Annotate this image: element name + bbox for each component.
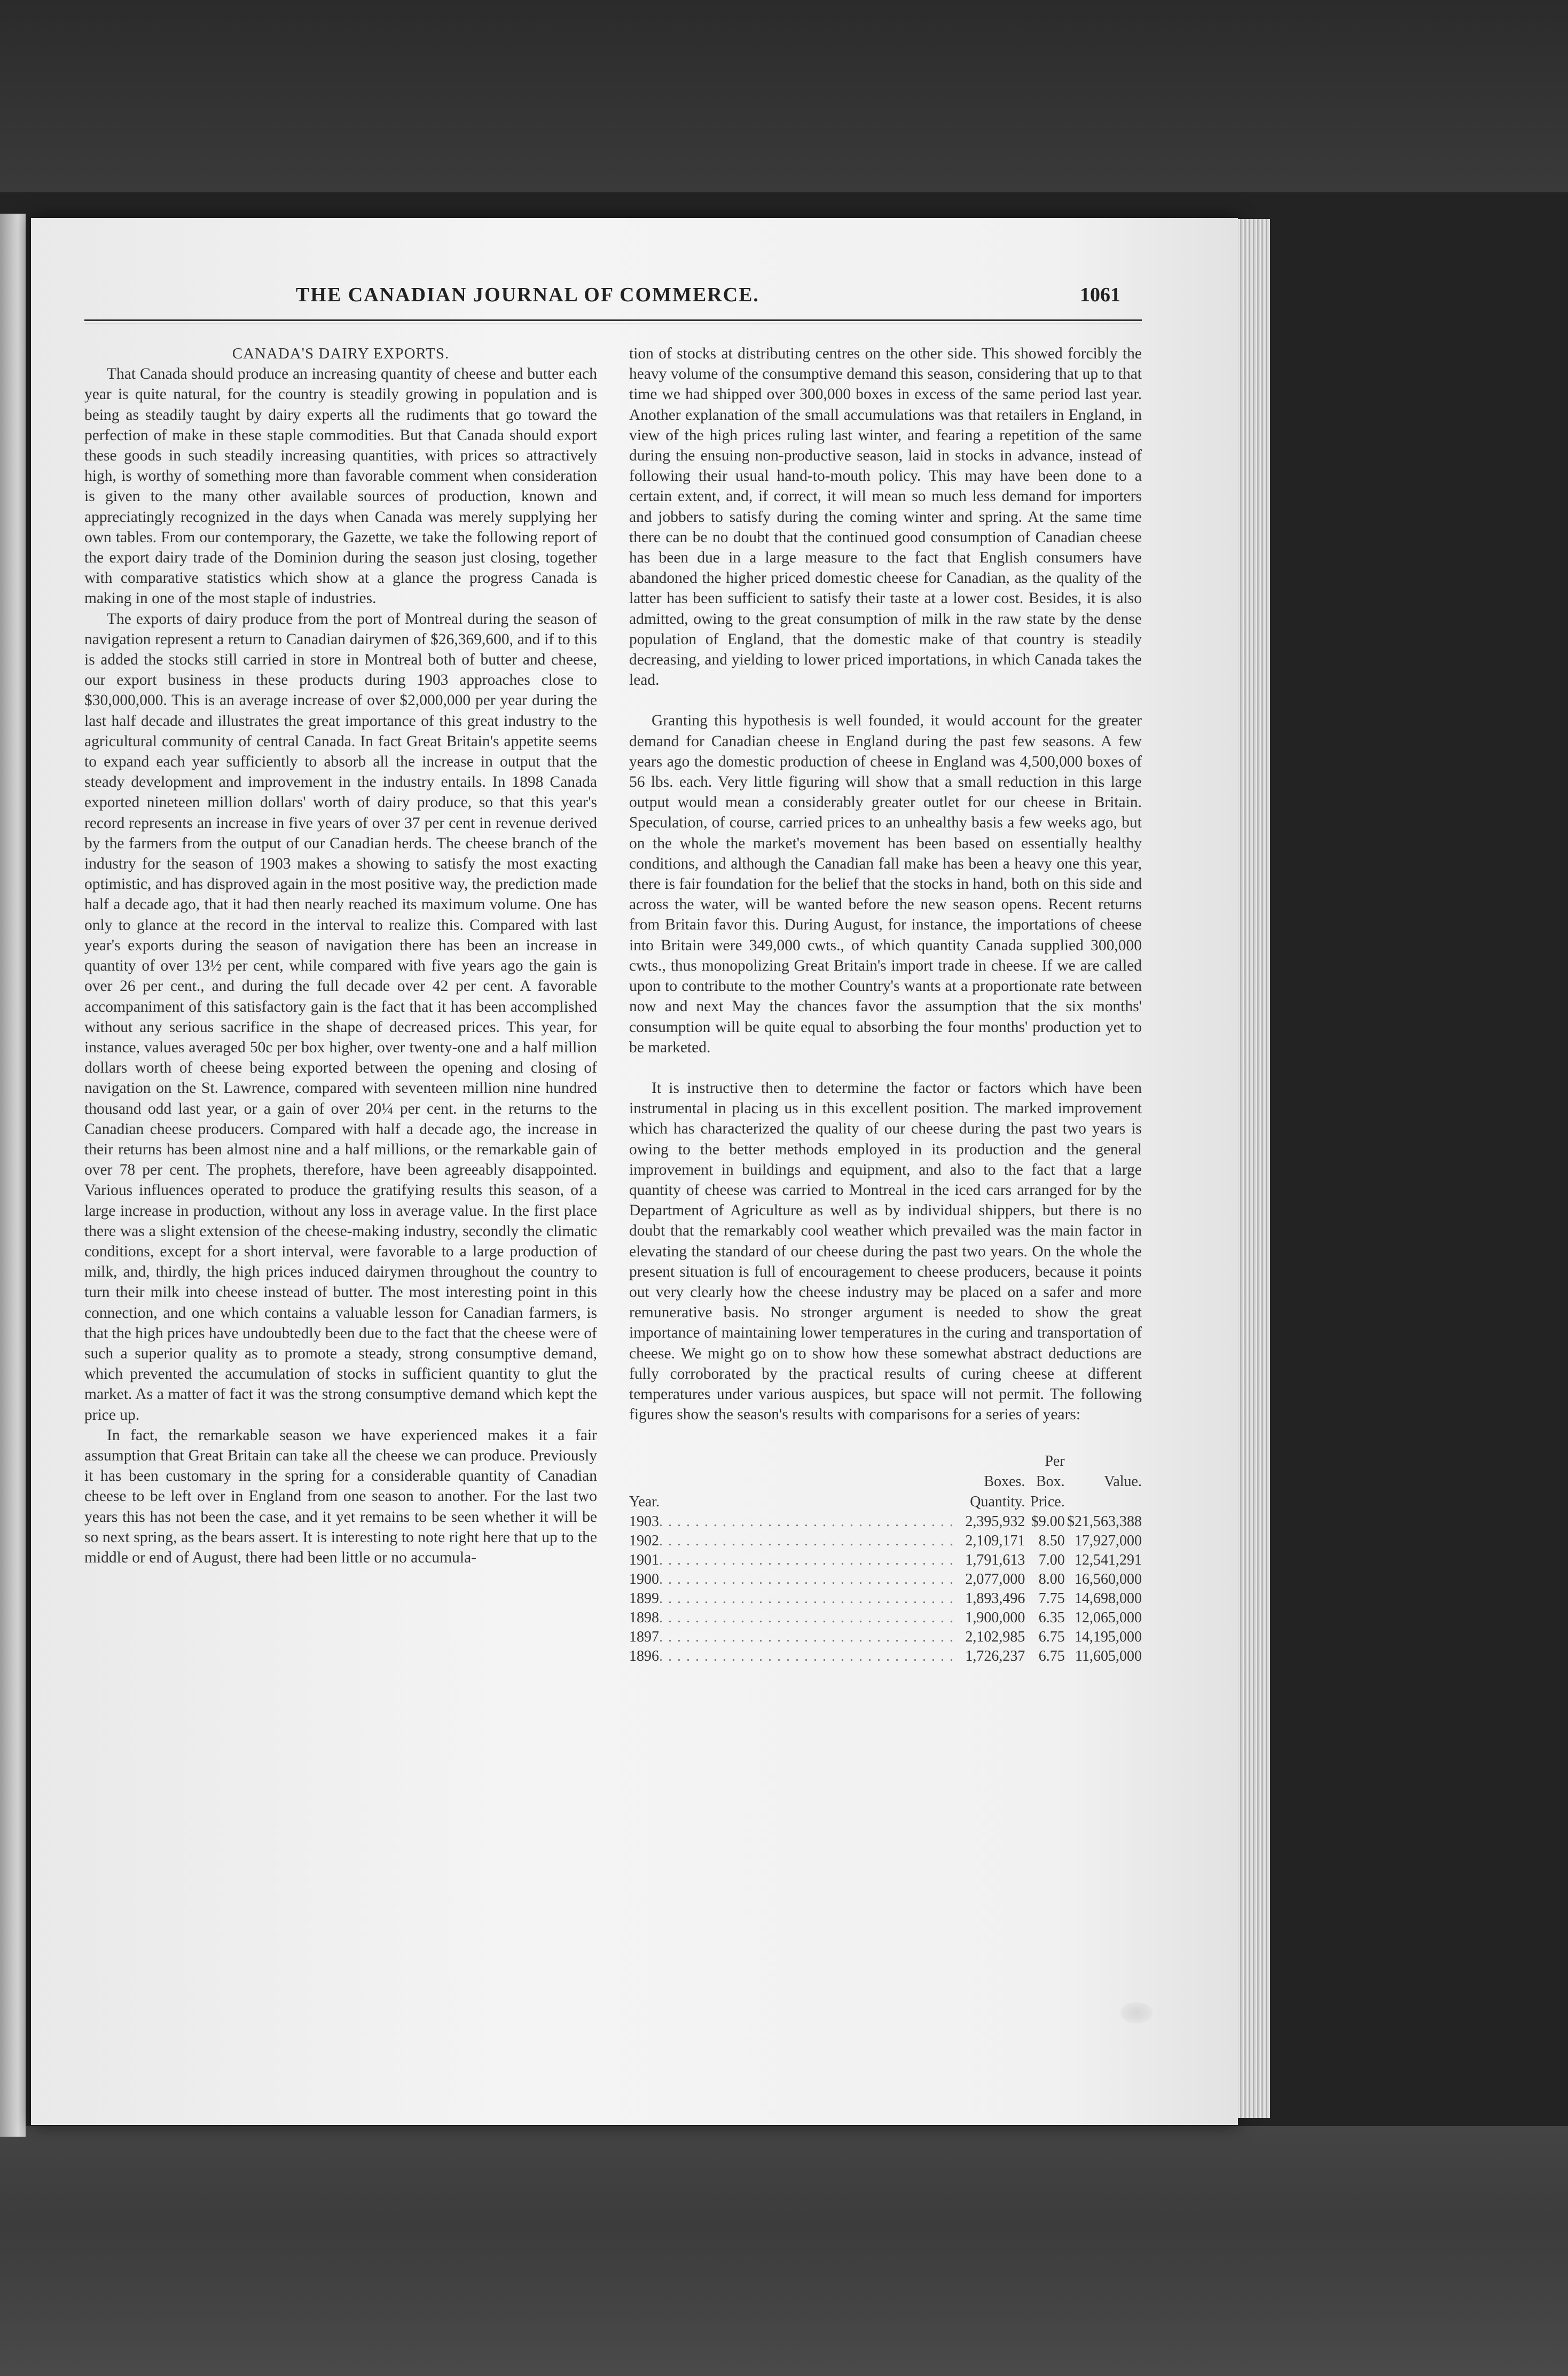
header-year: Year.	[629, 1494, 660, 1511]
cell-quantity: 1,791,613	[965, 1552, 1025, 1569]
cell-quantity: 1,900,000	[965, 1609, 1025, 1627]
cell-year: 1901.................................	[629, 1552, 959, 1569]
cheese-exports-table	[629, 1451, 1142, 1666]
header-price-bottom: Price.	[1030, 1494, 1065, 1511]
paragraph: That Canada should produce an increasing quantity of cheese and butter each year is quite natural, for the country is steadily growing in population and is being as steadily taught by dairy experts all the rudiments that go toward the perfection of make in these staple commodities. But that Canada should export these goods in such steadily increasing quantities, with prices so attractively high, is worthy of something more than favorable comment when consideration is given to the many other available sources of production, known and appreciatingly recognized in the days when Canada was merely supplying her own tables. From our contemporary, the Gazette, we take the following report of the export dairy trade of the Dominion during the season just closing, together with comparative statistics which show at a glance the progress Canada is making in one of the most staple of industries.	[84, 365, 597, 607]
cell-quantity: 1,893,496	[965, 1590, 1025, 1607]
journal-page	[31, 218, 1238, 2125]
cell-value: 16,560,000	[1075, 1571, 1142, 1588]
cell-value: 12,541,291	[1075, 1552, 1142, 1569]
cell-quantity: 2,102,985	[965, 1629, 1025, 1646]
cell-quantity: 2,109,171	[965, 1533, 1025, 1550]
header-price-top: Per Box.	[1036, 1453, 1065, 1490]
header-rule-top	[84, 319, 1142, 321]
cell-price: $9.00	[1031, 1513, 1065, 1530]
cell-year: 1897.................................	[629, 1629, 959, 1646]
cell-value: $21,563,388	[1067, 1513, 1142, 1530]
paragraph: tion of stocks at distributing centres on the other side. This showed forcibly the heavy volume of the consumptive demand this season, considering that up to that time we had shipped over 300,000 boxes in excess of the same period last year. Another explanation of the small accumulations was that retailers in England, in view of the high prices ruling last winter, and fearing a repetition of the same during the ensuing non-productive season, laid in stocks in advance, instead of following their usual hand-to-mouth policy. This may have been done to a certain extent, and, if correct, it will mean so much less demand for importers and jobbers to satisfy during the coming winter and spring. At the same time there can be no doubt that the continued good consumption of Canadian cheese has been due in a large measure to the fact that English consumers have abandoned the higher priced domestic cheese for Canadian, as the quality of the latter has been sufficient to satisfy their taste at a lower cost. Besides, it is also admitted, owing to the great consumption of milk in the raw state by the dense population of England, that the domestic make of that country is steadily decreasing, and yielding to lower priced importations, in which Canada takes the lead.	[629, 345, 1142, 689]
header-boxes	[959, 1451, 1025, 1512]
cell-year: 1899.................................	[629, 1590, 959, 1607]
table-row	[629, 1551, 1142, 1570]
header-boxes-top: Boxes.	[984, 1473, 1025, 1490]
table-row	[629, 1512, 1142, 1531]
cell-value: 11,605,000	[1075, 1648, 1142, 1665]
cell-year: 1900.................................	[629, 1571, 959, 1588]
paragraph: The exports of dairy produce from the port of Montreal during the season of navigation represent a return to Canadian dairymen of $26,369,600, and if to this is added the stocks still carried in store in Montreal both of butter and cheese, our export business in these products during 1903 approaches close to $30,000,000. This is an average increase of over $2,000,000 per year during the last half decade and illustrates the great importance of this great industry to the agricultural community of central Canada. In fact Great Britain's appetite seems to expand each year sufficiently to absorb all the increase in output that the steady development and improvement in the industry entails. In 1898 Canada exported nineteen million dollars' worth of dairy produce, so that this year's record represents an increase in five years of over 37 per cent in revenue derived by the farmers from the output of our Canadian herds. The cheese branch of the industry for the season of 1903 makes a showing to satisfy the most exacting optimistic, and has disproved again in the most positive way, the prediction made half a decade ago, that it had then nearly reached its maximum volume. One has only to glance at the record in the interval to realize this. Compared with last year's exports during the season of navigation there has been an increase in quantity of over 13½ per cent, while compared with five years ago the gain is over 26 per cent., and during the full decade over 42 per cent. A favorable accompaniment of this satisfactory gain is the fact that it has been accomplished without any serious sacrifice in the shape of decreased prices. This year, for instance, values averaged 50c per box higher, over twenty-one and a half million dollars worth of cheese being exported between the opening and closing of navigation on the St. Lawrence, compared with seventeen million nine hundred thousand odd last year, or a gain of over 20¼ per cent. in the returns to the Canadian cheese producers. Compared with half a decade ago, the increase in their returns has been almost nine and a half millions, or the remarkable gain of over 78 per cent. The prophets, therefore, have been agreeably disappointed. Various influences operated to produce the gratifying results this season, of a large increase in production, without any loss in average value. In the first place there was a slight extension of the cheese-making industry, secondly the climatic conditions, except for a short interval, were favorable to a large production of milk, and, thirdly, the high prices induced dairymen throughout the country to turn their milk into cheese instead of butter. The most interesting point in this connection, and one which contains a valuable lesson for Canadian farmers, is that the high prices have undoubtedly been due to the fact that the cheese were of such a superior quality as to promote a steady, strong consumptive demand, which prevented the accumulation of stocks in sufficient quantity to glut the market. As a matter of fact it was the strong consumptive demand which kept the price up.	[84, 610, 597, 1424]
cell-year: 1903.................................	[629, 1513, 959, 1530]
paragraph: It is instructive then to determine the factor or factors which have been instrumental in placing us in this excellent position. The marked improvement which has characterized the quality of our cheese during the past two years is owing to the better methods employed in its production and the general improvement in buildings and equipment, and also to the fact that a large quantity of cheese was carried to Montreal in the iced cars arranged for by the Department of Agriculture as well as by individual shippers, but there is no doubt that the remarkably cool weather which prevailed was the main factor in elevating the standard of our cheese during the past two years. On the whole the present situation is full of encouragement to cheese producers, because it points out very clearly how the cheese industry may be placed on a safer and more remunerative basis. No stronger argument is needed to show the great importance of maintaining lower temperatures in the curing and transportation of cheese. We might go on to show how these somewhat abstract deductions are fully corroborated by the practical results of curing cheese at different temperatures under various auspices, but space will not permit. The following figures show the season's results with comparisons for a series of years:	[629, 1079, 1142, 1424]
header-value	[1065, 1451, 1142, 1512]
page-number: 1061	[1080, 284, 1120, 306]
left-column	[84, 343, 597, 1568]
cell-price: 8.50	[1038, 1533, 1065, 1550]
cell-price: 6.75	[1038, 1629, 1065, 1646]
header-price	[1025, 1451, 1064, 1512]
table-header-row	[629, 1451, 1142, 1512]
cell-quantity: 2,077,000	[965, 1571, 1025, 1588]
cell-quantity: 2,395,932	[965, 1513, 1025, 1530]
header-boxes-bottom: Quantity.	[970, 1494, 1025, 1511]
table-row	[629, 1608, 1142, 1628]
cell-value: 17,927,000	[1075, 1533, 1142, 1550]
stats-table	[629, 1451, 1142, 1666]
table-row	[629, 1589, 1142, 1608]
paper-stain	[1120, 2002, 1153, 2023]
facing-page-edge	[0, 214, 26, 2137]
cell-quantity: 1,726,237	[965, 1648, 1025, 1665]
cell-price: 6.75	[1038, 1648, 1065, 1665]
scan-background-top	[0, 0, 1568, 192]
table-row	[629, 1531, 1142, 1551]
header-value-label: Value.	[1104, 1473, 1142, 1490]
right-column	[629, 343, 1142, 1666]
running-head	[84, 283, 1120, 310]
cell-year: 1896.................................	[629, 1648, 959, 1665]
cell-price: 7.75	[1038, 1590, 1065, 1607]
table-row	[629, 1570, 1142, 1589]
cell-value: 12,065,000	[1075, 1609, 1142, 1627]
book-page-edges	[1238, 219, 1270, 2118]
cell-price: 8.00	[1038, 1571, 1065, 1588]
paragraph: Granting this hypothesis is well founded, it would account for the greater demand for Canadian cheese in England during the past few seasons. A few years ago the domestic production of cheese in England was 4,500,000 boxes of 56 lbs. each. Very little figuring will show that a small reduction in this large output would mean a considerably greater outlet for our cheese in Britain. Speculation, of course, carried prices to an unhealthy basis a few weeks ago, but on the whole the market's movement has been based on essentially healthy conditions, and although the Canadian fall make has been a heavy one this year, there is fair foundation for the belief that the stocks in hand, both on this side and across the water, will be wanted before the new season opens. Recent returns from Britain favor this. During August, for instance, the importations of cheese into Britain were 349,000 cwts., of which quantity Canada supplied 300,000 cwts., thus monopolizing Great Britain's import trade in cheese. If we are called upon to contribute to the mother Country's wants at a proportionate rate between now and next May the chances favor the assumption that the six months' consumption will be quite equal to absorbing the four months' production yet to be marketed.	[629, 712, 1142, 1056]
table-row	[629, 1628, 1142, 1647]
journal-title: THE CANADIAN JOURNAL OF COMMERCE.	[296, 284, 759, 306]
table-row	[629, 1647, 1142, 1666]
scan-background-bottom	[0, 2126, 1568, 2376]
cell-value: 14,698,000	[1075, 1590, 1142, 1607]
paragraph: In fact, the remarkable season we have experienced makes it a fair assumption that Great Britain can take all the cheese we can produce. Previously it has been customary in the spring for a considerable quantity of Canadian cheese to be left over in England from one season to another. For the last two years this has not been the case, and it yet remains to be seen whether it will be so next spring, as the bears assert. It is interesting to note right here that up to the middle or end of August, there had been little or no accumula-	[84, 1426, 597, 1566]
article-title: CANADA'S DAIRY EXPORTS.	[232, 345, 450, 362]
cell-value: 14,195,000	[1075, 1629, 1142, 1646]
cell-year: 1898.................................	[629, 1609, 959, 1627]
cell-price: 7.00	[1038, 1552, 1065, 1569]
cell-year: 1902.................................	[629, 1533, 959, 1550]
cell-price: 6.35	[1038, 1609, 1065, 1627]
